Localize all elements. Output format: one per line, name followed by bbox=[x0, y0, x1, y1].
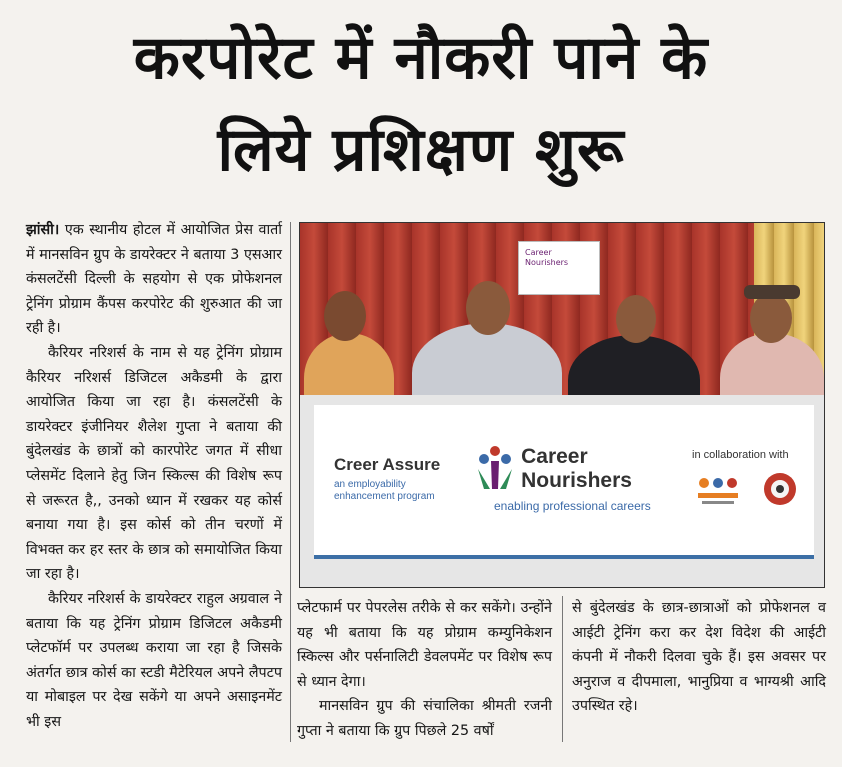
partner-logo-1-icon bbox=[698, 478, 738, 504]
column-divider-2 bbox=[562, 596, 563, 742]
banner-brand-line2: Nourishers bbox=[521, 469, 632, 492]
partner-logos bbox=[692, 471, 812, 511]
paragraph-1-text: एक स्थानीय होटल में आयोजित प्रेस वार्ता में मानसविन ग्रुप के डायरेक्टर ने बताया 3 एसआर कंसलटेंसी दिल्ली के सहयोग से एक प्रोफेशनल ट्रेनिंग प्रोग्राम कैंपस करपोरेट की शुरुआत की जा रही है। bbox=[26, 222, 283, 337]
banner-brand-name bbox=[521, 445, 632, 493]
career-nourishers-logo-icon bbox=[474, 445, 516, 493]
headline-line-1: करपोरेट में नौकरी पाने के bbox=[133, 23, 709, 93]
banner-title: Creer Assure bbox=[334, 455, 441, 474]
banner-brand bbox=[474, 445, 674, 513]
paragraph-1 bbox=[26, 218, 282, 341]
banner-collaboration bbox=[692, 449, 812, 511]
event-photo bbox=[299, 222, 825, 588]
banner-brand-line1: Career bbox=[521, 445, 588, 468]
paragraph-5: मानसविन ग्रुप की संचालिका श्रीमती रजनी गुप्ता ने बताया कि ग्रुप पिछले 25 वर्षों bbox=[297, 698, 552, 739]
wall-sign: Career Nourishers bbox=[518, 241, 600, 295]
banner-collab-text: in collaboration with bbox=[692, 449, 789, 461]
event-banner bbox=[314, 405, 814, 559]
paragraph-6: से बुंदेलखंड के छात्र-छात्राओं को प्रोफेशनल व आईटी ट्रेनिंग करा कर देश विदेश की आईटी कंपनी में नौकरी दिलवा चुके हैं। इस अवसर पर अनुराज व दीपमाला, भानुप्रिया व भाग्यश्री आदि उपस्थित रहे। bbox=[572, 600, 826, 715]
banner-subtitle: an employability enhancement program bbox=[334, 479, 435, 502]
banner-tagline: enabling professional careers bbox=[494, 499, 651, 513]
person-dark-suit-head bbox=[616, 295, 656, 343]
article-column-1 bbox=[26, 218, 282, 734]
headline-line-2: लिये प्रशिक्षण शुरू bbox=[217, 115, 625, 185]
banner-program bbox=[334, 455, 464, 503]
paragraph-3: कैरियर नरिशर्स के डायरेक्टर राहुल अग्रवाल ने बताया कि यह ट्रेनिंग प्रोग्राम डिजिटल अकैडमी प्लेटफॉर्म पर उपलब्ध कराया जा रहा है जिसके अंतर्गत छात्र कोर्स का स्टडी मैटेरियल अपने लैपटप या मोबाइल पर देख सकेंगे या अपने असाइनमेंट भी इस bbox=[26, 590, 282, 730]
partner-logo-2-icon bbox=[764, 473, 796, 505]
paragraph-2: कैरियर नरिशर्स के नाम से यह ट्रेनिंग प्रोग्राम कैरियर नरिशर्स डिजिटल अकैडमी के द्वारा आयोजित किया जा रहा है। कंसलटेंसी के डायरेक्टर इंजीनियर शैलेश गुप्ता ने बताया की बुंदेलखंड के छात्रों को कारपोरेट जगत में सीधा प्लेसमेंट दिलाने हेतु जिन स्किल्स की विशेष रूप से जरूरत है,, उनको ध्यान में रखकर यह कोर्स बनाया गया है। इस कोर्स को तीन चरणों में विभक्त कर हर स्तर के छात्र को समायोजित किया जा रहा है। bbox=[26, 344, 282, 583]
article-column-2 bbox=[297, 596, 552, 744]
person-speaker-head bbox=[466, 281, 510, 335]
column-divider-1 bbox=[290, 222, 291, 742]
person-woman-head bbox=[324, 291, 366, 341]
person-hat-head bbox=[750, 293, 792, 343]
paragraph-4: प्लेटफार्म पर पेपरलेस तरीके से कर सकेंगे। उन्होंने यह भी बताया कि यह प्रोग्राम कम्युनिकेशन स्किल्स और पर्सनालिटी डेवलपमेंट पर विशेष रूप से ध्यान देगा। bbox=[297, 600, 552, 690]
dateline: झांसी। bbox=[26, 222, 60, 238]
article-column-3 bbox=[572, 596, 826, 719]
hat-icon bbox=[744, 285, 800, 299]
